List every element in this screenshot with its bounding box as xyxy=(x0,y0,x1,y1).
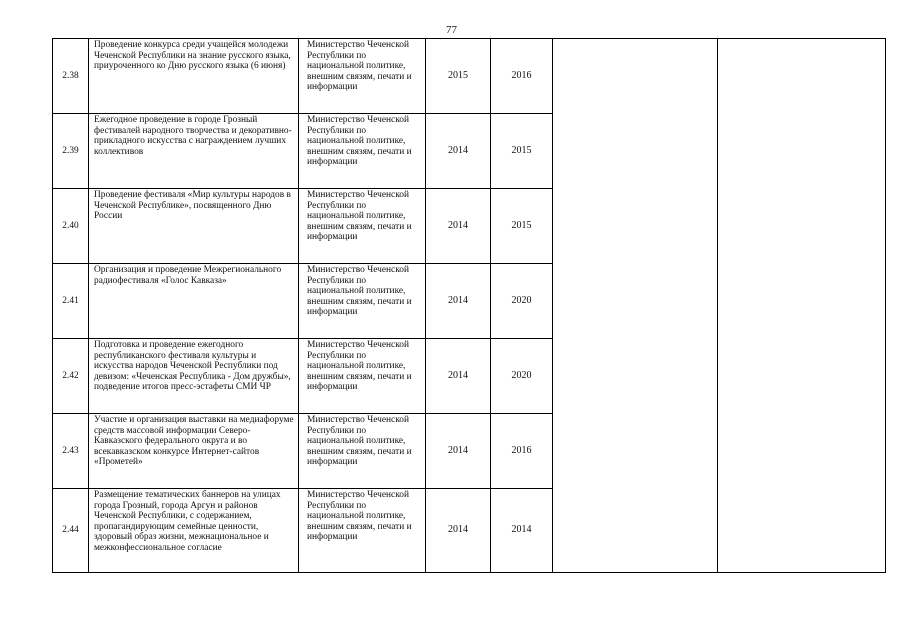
activity-name: Подготовка и проведение ежегодного республиканского фестиваля культуры и искусства народов Чеченской Республики под девизом: «Чеченская Республика - Дом дружбы», подведение итогов пресс-эстафеты СМИ ЧР xyxy=(89,339,299,414)
empty-cell xyxy=(553,339,718,414)
executor: Министерство Чеченской Республики по национальной политике, внешним связям, печати и информации xyxy=(299,339,426,414)
empty-cell xyxy=(718,39,886,114)
empty-cell xyxy=(718,189,886,264)
end-year: 2020 xyxy=(491,264,553,339)
empty-cell xyxy=(553,189,718,264)
activity-name: Участие и организация выставки на медиафоруме средств массовой информации Северо-Кавказского федерального округа и во всекавказском конкурсе Интернет-сайтов «Прометей» xyxy=(89,414,299,489)
start-year: 2014 xyxy=(426,114,491,189)
executor: Министерство Чеченской Республики по национальной политике, внешним связям, печати и информации xyxy=(299,264,426,339)
table-row xyxy=(53,339,886,414)
start-year: 2014 xyxy=(426,264,491,339)
empty-cell xyxy=(718,489,886,573)
page-number: 77 xyxy=(446,24,457,36)
empty-cell xyxy=(553,264,718,339)
executor: Министерство Чеченской Республики по национальной политике, внешним связям, печати и информации xyxy=(299,189,426,264)
executor: Министерство Чеченской Республики по национальной политике, внешним связям, печати и информации xyxy=(299,39,426,114)
row-number: 2.44 xyxy=(53,489,89,573)
table-row xyxy=(53,489,886,573)
table-row xyxy=(53,39,886,114)
start-year: 2014 xyxy=(426,414,491,489)
table-row xyxy=(53,114,886,189)
empty-cell xyxy=(718,414,886,489)
table-row xyxy=(53,414,886,489)
start-year: 2014 xyxy=(426,489,491,573)
row-number: 2.43 xyxy=(53,414,89,489)
activity-name: Размещение тематических баннеров на улицах города Грозный, города Аргун и районов Чеченской Республики, с содержанием, пропагандирующим семейные ценности, здоровый образ жизни, межнациональное и межконфессиональное согласие xyxy=(89,489,299,573)
end-year: 2020 xyxy=(491,339,553,414)
executor: Министерство Чеченской Республики по национальной политике, внешним связям, печати и информации xyxy=(299,114,426,189)
start-year: 2014 xyxy=(426,189,491,264)
activity-name: Организация и проведение Межрегионального радиофестиваля «Голос Кавказа» xyxy=(89,264,299,339)
end-year: 2015 xyxy=(491,189,553,264)
end-year: 2016 xyxy=(491,39,553,114)
row-number: 2.38 xyxy=(53,39,89,114)
empty-cell xyxy=(553,39,718,114)
empty-cell xyxy=(553,114,718,189)
activity-name: Проведение фестиваля «Мир культуры народов в Чеченской Республике», посвященного Дню России xyxy=(89,189,299,264)
table-row xyxy=(53,264,886,339)
executor: Министерство Чеченской Республики по национальной политике, внешним связям, печати и информации xyxy=(299,489,426,573)
row-number: 2.42 xyxy=(53,339,89,414)
activities-table xyxy=(52,38,886,573)
activity-name: Проведение конкурса среди учащейся молодежи Чеченской Республики на знание русского языка, приуроченного ко Дню русского языка (6 июня) xyxy=(89,39,299,114)
row-number: 2.39 xyxy=(53,114,89,189)
empty-cell xyxy=(553,414,718,489)
end-year: 2014 xyxy=(491,489,553,573)
table-body xyxy=(53,39,886,573)
empty-cell xyxy=(718,339,886,414)
start-year: 2014 xyxy=(426,339,491,414)
end-year: 2016 xyxy=(491,414,553,489)
start-year: 2015 xyxy=(426,39,491,114)
row-number: 2.41 xyxy=(53,264,89,339)
executor: Министерство Чеченской Республики по национальной политике, внешним связям, печати и информации xyxy=(299,414,426,489)
empty-cell xyxy=(553,489,718,573)
table-row xyxy=(53,189,886,264)
row-number: 2.40 xyxy=(53,189,89,264)
empty-cell xyxy=(718,264,886,339)
activity-name: Ежегодное проведение в городе Грозный фестивалей народного творчества и декоративно-прикладного искусства с награждением лучших коллективов xyxy=(89,114,299,189)
end-year: 2015 xyxy=(491,114,553,189)
empty-cell xyxy=(718,114,886,189)
